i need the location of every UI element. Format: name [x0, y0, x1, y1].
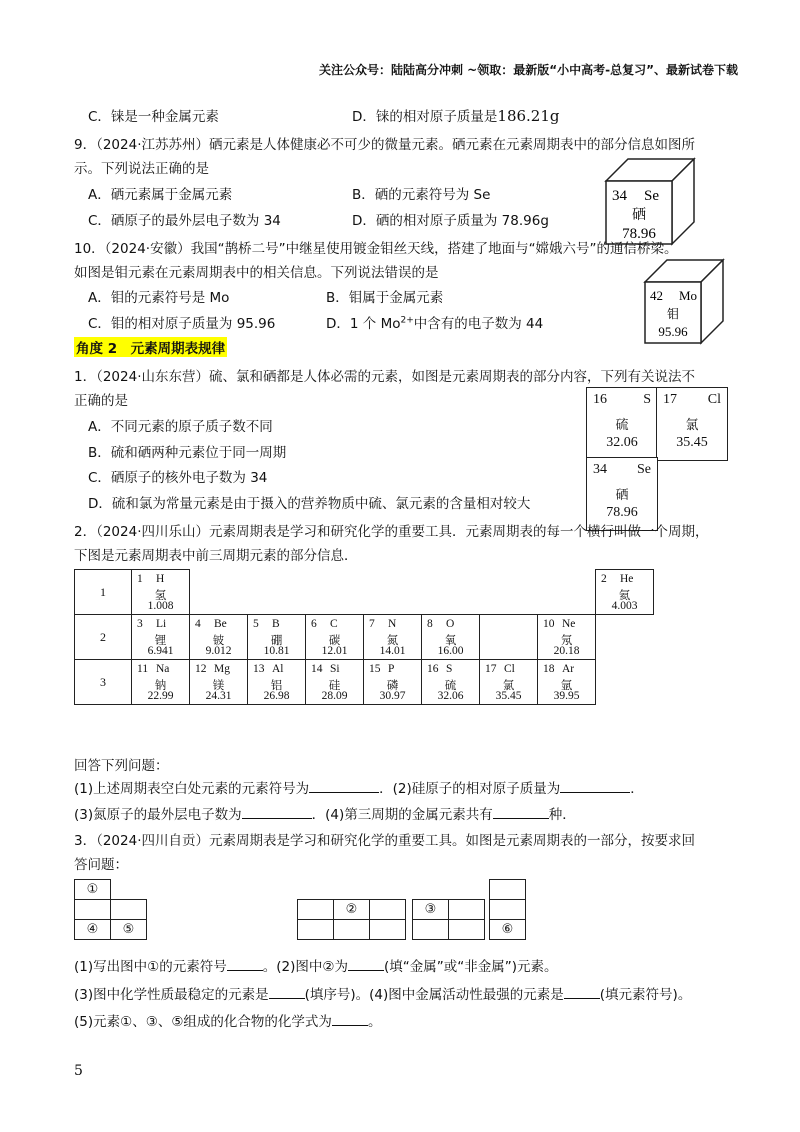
element-cell [538, 660, 596, 705]
option-d-value: 186.21g [497, 107, 560, 125]
answer-blank[interactable] [309, 778, 379, 793]
cell-cn: 氮 [386, 635, 399, 647]
cell-cn: 氖 [560, 635, 573, 647]
tile-num: 34 [593, 462, 607, 477]
q9-tile-num: 34 [612, 188, 627, 204]
cell-cn: 镁 [212, 680, 225, 692]
s3-q5-end: 。 [367, 1014, 382, 1030]
tile-cn: 硫 [615, 417, 629, 432]
q9-option-c: C．硒原子的最外层电子数为 34 [88, 213, 281, 229]
cell-mass: 1.008 [147, 600, 174, 612]
cell-cn: 锂 [154, 635, 167, 647]
element-cell [132, 660, 190, 705]
q10-stem-line1: 10．（2024·安徽）我国“鹊桥二号”中继星使用镀金钼丝天线，搭建了地面与“嫦娥六号”的通信桥梁。 [74, 241, 678, 257]
element-cell [248, 615, 306, 660]
tile-cn: 氯 [685, 417, 699, 432]
element-cell-h [132, 570, 190, 615]
answer-blank[interactable] [227, 956, 263, 971]
cell-cn: 硼 [270, 635, 283, 647]
grid-cell [369, 919, 406, 940]
cell-sym: Ar [562, 663, 575, 675]
grid-cell-4: ④ [74, 919, 111, 940]
grid-cell [110, 899, 147, 920]
element-cell [248, 660, 306, 705]
s2-q4-end: 种． [548, 807, 576, 823]
q10-option-b: B．钼属于金属元素 [326, 290, 444, 306]
s3-q1-text: (1)写出图中①的元素符号 [74, 959, 227, 975]
s2-question-line2 [74, 803, 576, 823]
cell-cn: 磷 [386, 680, 399, 692]
cell-num: 15 [369, 663, 381, 675]
grid-cell [448, 919, 485, 940]
q10-tile-cn: 钼 [666, 307, 680, 321]
element-cell [364, 660, 422, 705]
s1-option-a: A．不同元素的原子质子数不同 [88, 419, 273, 435]
cell-cn: 氩 [560, 680, 573, 692]
cell-num: 14 [311, 663, 323, 675]
cell-cn: 氧 [444, 635, 457, 647]
period-row-3 [75, 660, 654, 705]
period-label: 2 [75, 615, 132, 660]
cell-cn: 氦 [618, 590, 631, 602]
tile-num: 16 [593, 392, 607, 407]
cell-sym: Be [214, 618, 227, 630]
answer-blank[interactable] [242, 804, 312, 819]
cell-sym: Al [272, 663, 284, 675]
cell-mass: 12.01 [321, 645, 348, 657]
answer-blank[interactable] [332, 1011, 368, 1026]
answer-blank[interactable] [348, 956, 384, 971]
option-d-text: D．铼的相对原子质量是 [352, 109, 498, 125]
empty-gap [538, 570, 596, 615]
q10-tile-sym: Mo [679, 288, 698, 303]
s1-stem-line1: 1．（2024·山东东营）硫、氯和硒都是人体必需的元素，如图是元素周期表的部分内容，下列有关说法不 [74, 369, 695, 385]
s3-stem-line1: 3．（2024·四川自贡）元素周期表是学习和研究化学的重要工具。如图是元素周期表的一部分，按要求回 [74, 833, 695, 849]
element-cell [132, 615, 190, 660]
cell-num: 12 [195, 663, 207, 675]
cell-num: 18 [543, 663, 555, 675]
empty-gap [190, 570, 538, 615]
cell-num: 7 [369, 618, 375, 630]
q10-tile-mass: 95.96 [658, 324, 688, 339]
q10-option-d [326, 312, 543, 332]
s3-question-line1 [74, 955, 557, 975]
grid-cell [412, 919, 449, 940]
tile-mass: 78.96 [606, 505, 638, 520]
tile-sym: Se [637, 462, 651, 477]
periodic-table-first-three-periods [74, 569, 654, 705]
cell-mass: 4.003 [611, 600, 638, 612]
cell-sym: B [272, 618, 280, 630]
s1-option-d: D．硫和氯为常量元素是由于摄入的营养物质中硫、氯元素的含量相对较大 [88, 496, 531, 512]
tile-num: 17 [663, 392, 677, 407]
cell-mass: 28.09 [321, 690, 348, 702]
period-row-1 [75, 570, 654, 615]
grid-cell-1: ① [74, 879, 111, 900]
tile-sulfur [586, 387, 658, 461]
cell-mass: 10.81 [263, 645, 290, 657]
cell-mass: 30.97 [379, 690, 406, 702]
cell-num: 16 [427, 663, 439, 675]
cell-num: 6 [311, 618, 317, 630]
answer-blank[interactable] [564, 984, 600, 999]
period-row-2 [75, 615, 654, 660]
element-cell [538, 615, 596, 660]
element-cell-he [596, 570, 654, 615]
grid-cell-6: ⑥ [489, 919, 526, 940]
tile-sym: S [643, 392, 651, 407]
cell-mass: 24.31 [205, 690, 232, 702]
q10-option-d-sup: 2+ [400, 315, 414, 326]
cell-num: 2 [601, 573, 607, 585]
grid-cell [448, 899, 485, 920]
molybdenum-tile-cube [643, 257, 725, 345]
cell-num: 17 [485, 663, 497, 675]
cell-mass: 9.012 [205, 645, 232, 657]
page-header: 关注公众号：陆陆高分冲刺 ~领取：最新版“小中高考-总复习”、最新试卷下载 [319, 63, 738, 77]
cell-mass: 20.18 [553, 645, 580, 657]
cell-mass: 16.00 [437, 645, 464, 657]
tile-sym: Cl [707, 392, 721, 407]
cell-num: 13 [253, 663, 265, 675]
cell-sym: O [446, 618, 455, 630]
q9-option-d: D．硒的相对原子质量为 78.96g [352, 213, 549, 229]
cell-cn: 硅 [328, 680, 341, 692]
cell-mass: 14.01 [379, 645, 406, 657]
q9-option-a: A．硒元素属于金属元素 [88, 187, 233, 203]
s2-question-line1 [74, 777, 644, 797]
page-number: 5 [74, 1063, 83, 1079]
s2-q3-text: (3)氮原子的最外层电子数为 [74, 807, 242, 823]
s2-q1-text: (1)上述周期表空白处元素的元素符号为 [74, 781, 310, 797]
section-heading: 角度 2 元素周期表规律 [74, 337, 227, 357]
selenium-tile-cube [604, 156, 696, 246]
s3-q3-text: (3)图中化学性质最稳定的元素是 [74, 987, 269, 1003]
option-c-rhenium: C．铼是一种金属元素 [88, 109, 219, 125]
cell-num: 4 [195, 618, 201, 630]
s2-q2-end: ． [630, 781, 644, 797]
cell-num: 10 [543, 618, 555, 630]
s3-q4-end: (填元素符号)。 [599, 987, 692, 1003]
tile-mass: 35.45 [676, 435, 708, 450]
s2-q4-text: ．(4)第三周期的金属元素共有 [311, 807, 493, 823]
element-cell [480, 660, 538, 705]
grid-cell [333, 919, 370, 940]
tile-mass: 32.06 [606, 435, 638, 450]
q10-option-d-post: 中含有的电子数为 44 [413, 316, 544, 332]
cell-sym: Mg [214, 663, 230, 675]
q9-option-b: B．硒的元素符号为 Se [352, 187, 491, 203]
cell-sym: Ne [562, 618, 576, 630]
cell-sym: Na [156, 663, 170, 675]
s3-q4-text: (填序号)。(4)图中金属活动性最强的元素是 [304, 987, 564, 1003]
q10-option-d-pre: D．1 个 Mo [326, 316, 401, 332]
s3-question-line2 [74, 983, 691, 1003]
cell-mass: 32.06 [437, 690, 464, 702]
period-label: 1 [75, 570, 132, 615]
grid-cell [297, 899, 334, 920]
q10-option-c: C．钼的相对原子质量为 95.96 [88, 316, 276, 332]
q9-tile-sym: Se [644, 188, 659, 204]
s3-q2-end: (填“金属”或“非金属”)元素。 [383, 959, 558, 975]
cell-num: 8 [427, 618, 433, 630]
q9-tile-mass: 78.96 [622, 226, 656, 242]
cell-cn: 铍 [212, 635, 225, 647]
grid-cell [489, 899, 526, 920]
cell-mass: 35.45 [495, 690, 522, 702]
cell-sym: N [388, 618, 397, 630]
grid-cell-3: ③ [412, 899, 449, 920]
cell-num: 5 [253, 618, 259, 630]
cell-sym: H [156, 573, 165, 585]
q9-stem-line2: 示。下列说法正确的是 [74, 161, 209, 177]
grid-cell [369, 899, 406, 920]
answer-blank[interactable] [560, 778, 630, 793]
cell-sym: Li [156, 618, 167, 630]
cell-cn: 碳 [328, 635, 341, 647]
cell-sym: Cl [504, 663, 515, 675]
q10-stem-line2: 如图是钼元素在元素周期表中的相关信息。下列说法错误的是 [74, 265, 439, 281]
q10-option-a: A．钼的元素符号是 Mo [88, 290, 230, 306]
cell-cn: 氢 [154, 590, 167, 602]
element-cell [422, 660, 480, 705]
s2-stem-line1: 2．（2024·四川乐山）元素周期表是学习和研究化学的重要工具．元素周期表的每一个横行叫做一个周期， [74, 524, 709, 540]
s2-stem-line2: 下图是元素周期表中前三周期元素的部分信息． [74, 548, 358, 564]
element-cell [422, 615, 480, 660]
cell-cn: 硫 [444, 680, 457, 692]
cell-cn: 氯 [502, 680, 515, 692]
answer-blank[interactable] [493, 804, 549, 819]
s1-option-b: B．硫和硒两种元素位于同一周期 [88, 445, 287, 461]
cell-sym: S [446, 663, 453, 675]
s3-stem-line2: 答问题： [74, 857, 128, 873]
cell-mass: 39.95 [553, 690, 580, 702]
q9-stem-line1: 9．（2024·江苏苏州）硒元素是人体健康必不可少的微量元素。硒元素在元素周期表中的部分信息如图所 [74, 137, 695, 153]
q10-tile-num: 42 [650, 288, 663, 303]
s3-question-line3 [74, 1010, 381, 1030]
cell-cn: 铝 [270, 680, 283, 692]
element-cell-blank [480, 615, 538, 660]
grid-cell [489, 879, 526, 900]
cell-sym: He [620, 573, 634, 585]
cell-sym: C [330, 618, 338, 630]
s1-stem-line2: 正确的是 [74, 393, 128, 409]
tile-chlorine [656, 387, 728, 461]
s2-q2-text: ．(2)硅原子的相对原子质量为 [379, 781, 561, 797]
grid-cell [297, 919, 334, 940]
grid-cell [74, 899, 111, 920]
cell-mass: 22.99 [147, 690, 174, 702]
answer-blank[interactable] [269, 984, 305, 999]
cell-num: 11 [137, 663, 149, 675]
cell-cn: 钠 [154, 680, 167, 692]
element-cell [190, 615, 248, 660]
period-label: 3 [75, 660, 132, 705]
tile-cn: 硒 [615, 487, 629, 502]
element-cell [306, 660, 364, 705]
s3-q5-text: (5)元素①、③、⑤组成的化合物的化学式为 [74, 1014, 332, 1030]
s3-q2-text: 。(2)图中②为 [262, 959, 348, 975]
grid-cell-5: ⑤ [110, 919, 147, 940]
cell-num: 3 [137, 618, 143, 630]
cell-mass: 6.941 [147, 645, 174, 657]
element-cell [364, 615, 422, 660]
s2-intro: 回答下列问题： [74, 758, 169, 774]
cell-sym: P [388, 663, 395, 675]
cell-mass: 26.98 [263, 690, 290, 702]
option-d-rhenium [352, 105, 560, 125]
q9-tile-cn: 硒 [632, 207, 646, 223]
s1-option-c: C．硒原子的核外电子数为 34 [88, 470, 268, 486]
element-cell [190, 660, 248, 705]
cell-num: 1 [137, 573, 143, 585]
element-cell [306, 615, 364, 660]
cell-sym: Si [330, 663, 340, 675]
grid-cell-2: ② [333, 899, 370, 920]
